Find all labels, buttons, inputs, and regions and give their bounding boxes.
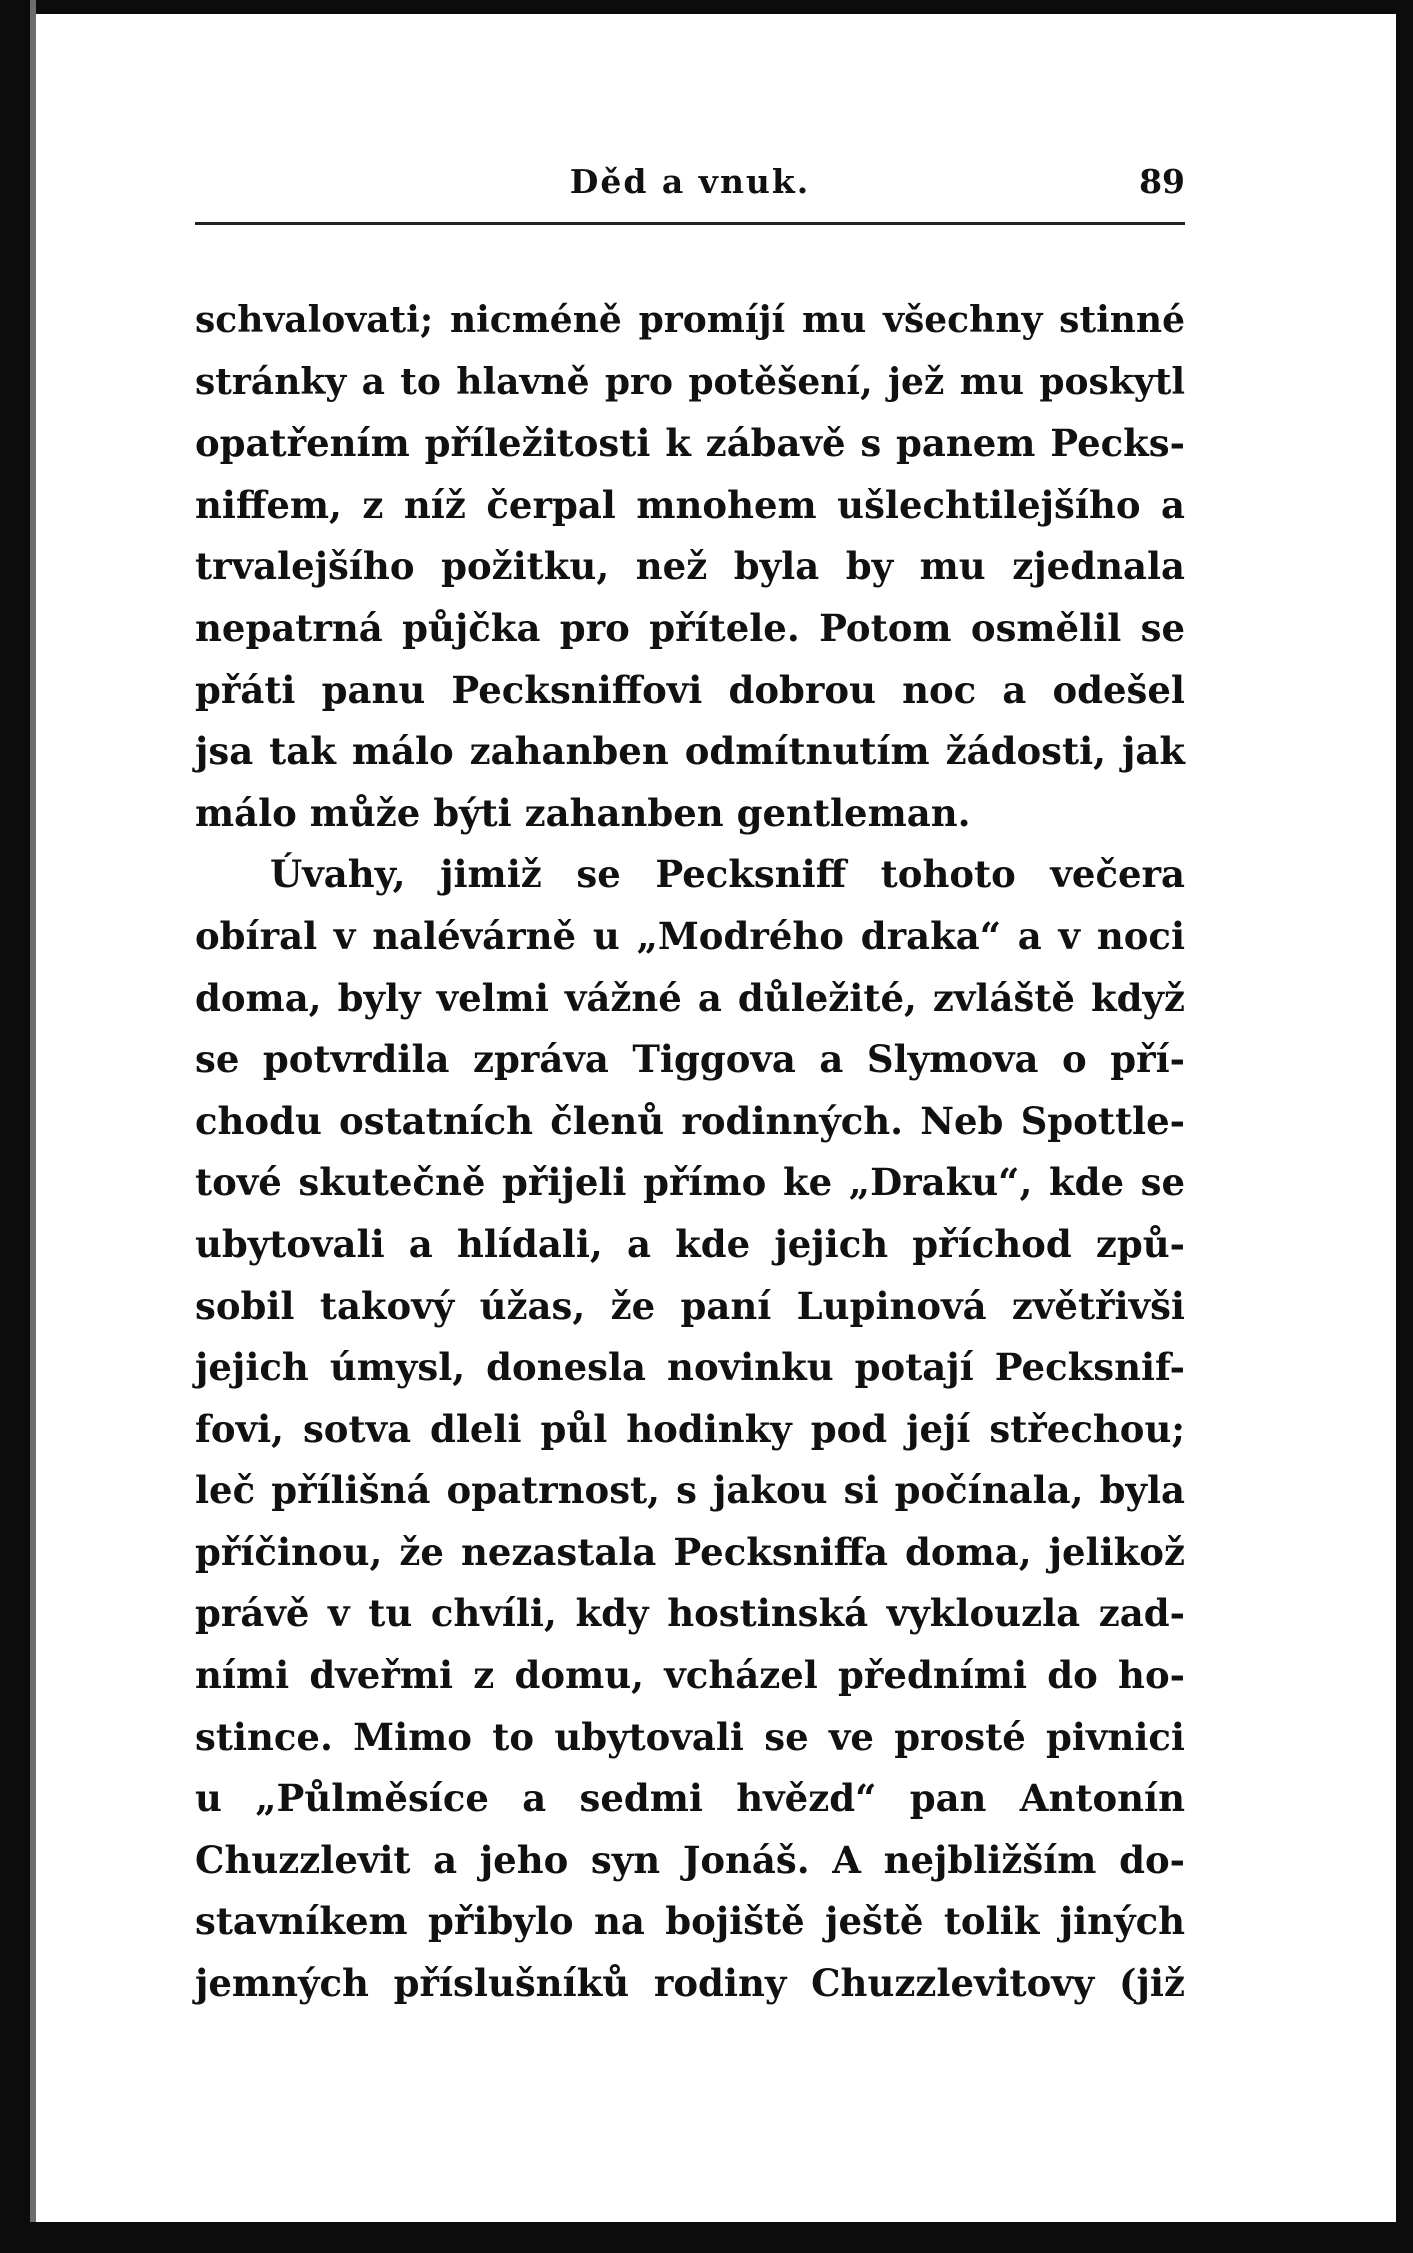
text-line: leč přílišná opatrnost, s jakou si počínala, byla <box>195 1468 1185 1513</box>
text-line: trvalejšího požitku, než byla by mu zjednala <box>195 544 1185 589</box>
page-header <box>195 150 1185 225</box>
text-line: tové skutečně přijeli přímo ke „Draku“, kde se <box>195 1160 1185 1205</box>
text-line: jemných příslušníků rodiny Chuzzlevitovy (již <box>195 1961 1185 2006</box>
paragraph-start-line: Úvahy, jimiž se Pecksniff tohoto večera <box>270 852 1185 897</box>
text-line: doma, byly velmi vážné a důležité, zvláště když <box>195 975 1185 1020</box>
scan-border-left <box>0 0 30 2253</box>
text-line: ubytovali a hlídali, a kde jejich příchod způ- <box>195 1221 1185 1266</box>
text-line: příčinou, že nezastala Pecksniffa doma, jelikož <box>195 1529 1185 1574</box>
text-line: nepatrná půjčka pro přítele. Potom osmělil se <box>195 605 1185 650</box>
text-line: stince. Mimo to ubytovali se ve prosté pivnici <box>195 1714 1185 1759</box>
page-number: 89 <box>1139 162 1185 201</box>
text-line: právě v tu chvíli, kdy hostinská vyklouzla zad- <box>195 1591 1185 1636</box>
text-line: Chuzzlevit a jeho syn Jonáš. A nejbližším do- <box>195 1837 1185 1882</box>
scan-border-top <box>0 0 1413 14</box>
text-line: stavníkem přibylo na bojiště ještě tolik jiných <box>195 1899 1185 1944</box>
text-line: jejich úmysl, donesla novinku potají Pecksnif- <box>195 1345 1185 1390</box>
text-line: chodu ostatních členů rodinných. Neb Spottle- <box>195 1098 1185 1143</box>
text-line: ními dveřmi z domu, vcházel předními do ho- <box>195 1653 1185 1698</box>
text-line: jsa tak málo zahanben odmítnutím žádosti, jak <box>195 729 1185 774</box>
text-line: sobil takový úžas, že paní Lupinová zvětřivši <box>195 1283 1185 1328</box>
text-line: schvalovati; nicméně promíjí mu všechny stinné <box>195 299 1185 341</box>
scan-border-right <box>1396 0 1413 2253</box>
text-line: obíral v nalévárně u „Modrého draka“ a v noci <box>195 913 1185 958</box>
text-line: niffem, z níž čerpal mnohem ušlechtilejšího a <box>195 482 1185 527</box>
running-title: Děd a vnuk. <box>569 162 811 201</box>
text-line: stránky a to hlavně pro potěšení, jež mu poskytl <box>195 360 1185 403</box>
text-line: fovi, sotva dleli půl hodinky pod její střechou; <box>195 1406 1185 1451</box>
text-line: u „Půlměsíce a sedmi hvězd“ pan Antonín <box>195 1776 1185 1821</box>
text-line: přáti panu Pecksniffovi dobrou noc a odešel <box>195 667 1185 712</box>
text-line: opatřením příležitosti k zábavě s panem Pecks- <box>195 421 1185 466</box>
scan-border-bottom <box>0 2222 1413 2253</box>
body-text <box>195 290 1185 2015</box>
text-line: málo může býti zahanben gentleman. <box>195 790 971 835</box>
text-line: se potvrdila zpráva Tiggova a Slymova o pří- <box>195 1037 1185 1082</box>
